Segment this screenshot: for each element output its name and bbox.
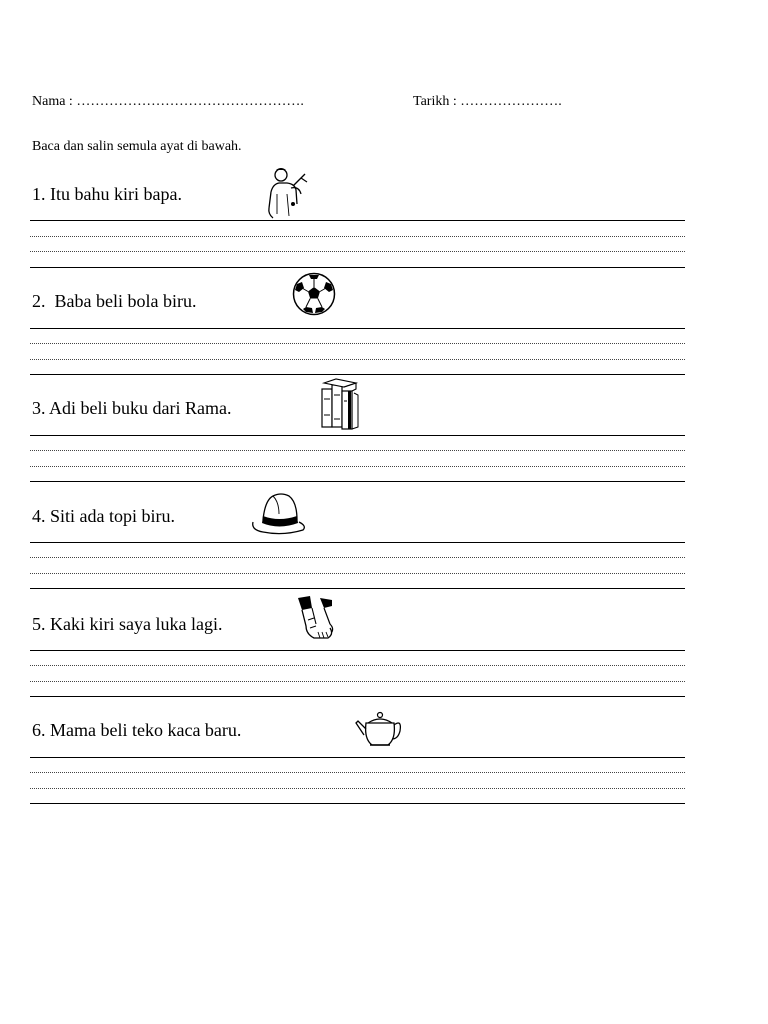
exercise-item-4 — [0, 482, 768, 592]
writing-line-top — [30, 435, 685, 436]
writing-line-top — [30, 757, 685, 758]
sentence-text: 6. Mama beli teko kaca baru. — [32, 720, 242, 740]
name-field-label: Nama : …………………………………………. — [32, 94, 304, 109]
date-field-label: Tarikh : …………………. — [413, 94, 562, 109]
writing-line-top — [30, 220, 685, 221]
writing-line-dotted — [30, 681, 685, 682]
exercise-item-6 — [0, 697, 768, 807]
exercise-item-5 — [0, 590, 768, 700]
writing-line-dotted — [30, 236, 685, 237]
writing-line-dotted — [30, 343, 685, 344]
teapot-icon — [354, 705, 404, 749]
sentence-text: 1. Itu bahu kiri bapa. — [32, 184, 182, 204]
sentence-text: 4. Siti ada topi biru. — [32, 506, 175, 526]
books-icon — [316, 377, 362, 431]
sentence-text: 5. Kaki kiri saya luka lagi. — [32, 614, 223, 634]
writing-line-top — [30, 650, 685, 651]
writing-line-dotted — [30, 251, 685, 252]
soccer-ball-icon — [292, 272, 336, 316]
writing-line-dotted — [30, 665, 685, 666]
writing-line-dotted — [30, 450, 685, 451]
writing-line-bottom — [30, 588, 685, 589]
hat-icon — [249, 490, 307, 536]
writing-line-top — [30, 328, 685, 329]
writing-line-bottom — [30, 803, 685, 804]
writing-line-dotted — [30, 573, 685, 574]
writing-line-dotted — [30, 772, 685, 773]
sentence-text: 3. Adi beli buku dari Rama. — [32, 398, 232, 418]
exercise-item-1 — [0, 160, 768, 270]
exercise-item-3 — [0, 375, 768, 485]
writing-line-dotted — [30, 359, 685, 360]
sentence-text: 2. Baba beli bola biru. — [32, 291, 197, 311]
man-pointing-shoulder-icon — [265, 164, 311, 220]
exercise-item-2 — [0, 268, 768, 378]
injured-foot-icon — [294, 594, 338, 642]
writing-line-dotted — [30, 466, 685, 467]
writing-line-dotted — [30, 557, 685, 558]
instruction-text: Baca dan salin semula ayat di bawah. — [32, 139, 242, 154]
writing-line-dotted — [30, 788, 685, 789]
writing-line-top — [30, 542, 685, 543]
